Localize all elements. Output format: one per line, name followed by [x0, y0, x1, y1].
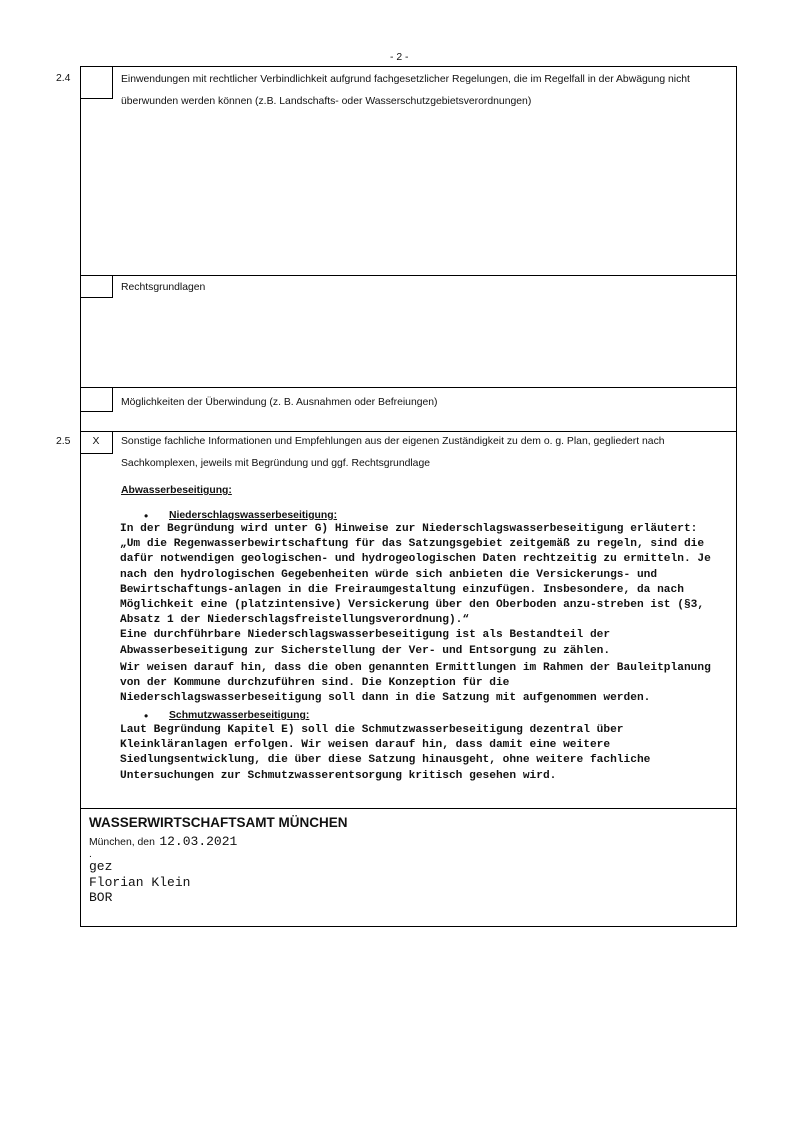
- checkbox-mark: X: [92, 436, 100, 447]
- bullet-icon: •: [144, 709, 149, 723]
- page-number: - 2 -: [390, 52, 409, 63]
- frame-right: [736, 66, 737, 927]
- checkbox-2-4[interactable]: [80, 66, 113, 99]
- frame-top: [80, 66, 737, 67]
- rechtsgrundlagen-label: Rechtsgrundlagen: [121, 282, 206, 293]
- frame-bottom: [80, 926, 737, 927]
- separator-dot: .: [89, 849, 92, 860]
- abwasser-heading: Abwasserbeseitigung:: [121, 485, 232, 496]
- section-2-4-text: [121, 70, 721, 112]
- row-divider: [80, 808, 737, 809]
- authority-name: WASSERWIRTSCHAFTSAMT MÜNCHEN: [89, 815, 348, 830]
- signature-title: BOR: [89, 890, 113, 905]
- section-2-5-line1: Sonstige fachliche Informationen und Empfehlungen aus der eigenen Zuständigkeit zu dem o. g. Plan, gegliedert nach: [121, 436, 665, 447]
- schmutzwasser-text: [120, 723, 732, 784]
- signature-date: 12.03.2021: [159, 834, 238, 849]
- schmutzwasser-paragraph: Laut Begründung Kapitel E) soll die Schmutzwasserbeseitigung dezentral über Kleinkläranlagen erfolgen. Wir weisen darauf hin, dass damit eine weitere Siedlungsentwicklung, die über diese Satzung hinausgeht, ohne weitere fachliche Untersuchungen zur Schmutzwasserentsorgung kritisch gesehen wird.: [120, 724, 651, 782]
- row-divider: [80, 275, 737, 276]
- niederschlag-paragraph-2: Eine durchführbare Niederschlagswasserbeseitigung ist als Bestandteil der Abwasserbeseitigung zur Sicherstellung der Ver- und Entsorgung zu zählen.: [120, 629, 611, 657]
- row-divider: [80, 387, 737, 388]
- niederschlag-paragraph-3: Wir weisen darauf hin, dass die oben genannten Ermittlungen im Rahmen der Bauleitplanung von der Kommune durchzuführen sind. Die Konzeption für die Niederschlagswasserbeseitigung soll dann in die Satzung mit aufgenommen werden.: [120, 661, 711, 705]
- schmutzwasser-title: Schmutzwasserbeseitigung:: [169, 710, 310, 721]
- niederschlag-title: Niederschlagswasserbeseitigung:: [169, 510, 338, 521]
- niederschlag-paragraph-1: In der Begründung wird unter G) Hinweise zur Niederschlagswasserbeseitigung erläutert: „Um die Regenwasserbewirtschaftung für das Satzungsgebiet zeitgemäß zu regeln, sind die dafür notwendigen geologischen- und hydrogeologischen Daten rechtzeitig zu ermitteln. Je nach den hydrologischen Gegebenheiten würde sich anbieten die Versickerungs- und Bewirtschaftungs-anlagen in die Freiraumgestaltung einzufügen. Insbesondere, da nach Möglichkeit eine (platzintensive) Versickerung über den Oberboden anzu-streben ist (§3, Absatz 1 der Niederschlagsfreistellungsverordnung).“: [120, 523, 711, 627]
- checkbox-ueberwindung[interactable]: [80, 387, 113, 412]
- checkbox-2-5[interactable]: [80, 431, 113, 454]
- ueberwindung-label: Möglichkeiten der Überwindung (z. B. Ausnahmen oder Befreiungen): [121, 397, 438, 408]
- frame-left: [80, 66, 81, 927]
- niederschlag-text: [120, 522, 732, 706]
- section-number-2-4: 2.4: [56, 73, 71, 84]
- section-number-2-5: 2.5: [56, 436, 71, 447]
- checkbox-rechtsgrundlagen[interactable]: [80, 275, 113, 298]
- section-2-4-line2: überwunden werden können (z.B. Landschafts- oder Wasserschutzgebietsverordnungen): [121, 96, 532, 107]
- place-prefix: München, den: [89, 837, 155, 848]
- bullet-icon: •: [144, 509, 149, 523]
- section-2-5-line2: Sachkomplexen, jeweils mit Begründung und ggf. Rechtsgrundlage: [121, 458, 431, 469]
- section-2-4-line1: Einwendungen mit rechtlicher Verbindlichkeit aufgrund fachgesetzlicher Regelungen, die im Regelfall in der Abwägung nicht: [121, 74, 690, 85]
- signature-gez: gez: [89, 859, 113, 874]
- section-2-5-text: [121, 432, 721, 474]
- place-date: [89, 832, 237, 850]
- signature-block: [89, 859, 190, 906]
- signature-name: Florian Klein: [89, 874, 191, 890]
